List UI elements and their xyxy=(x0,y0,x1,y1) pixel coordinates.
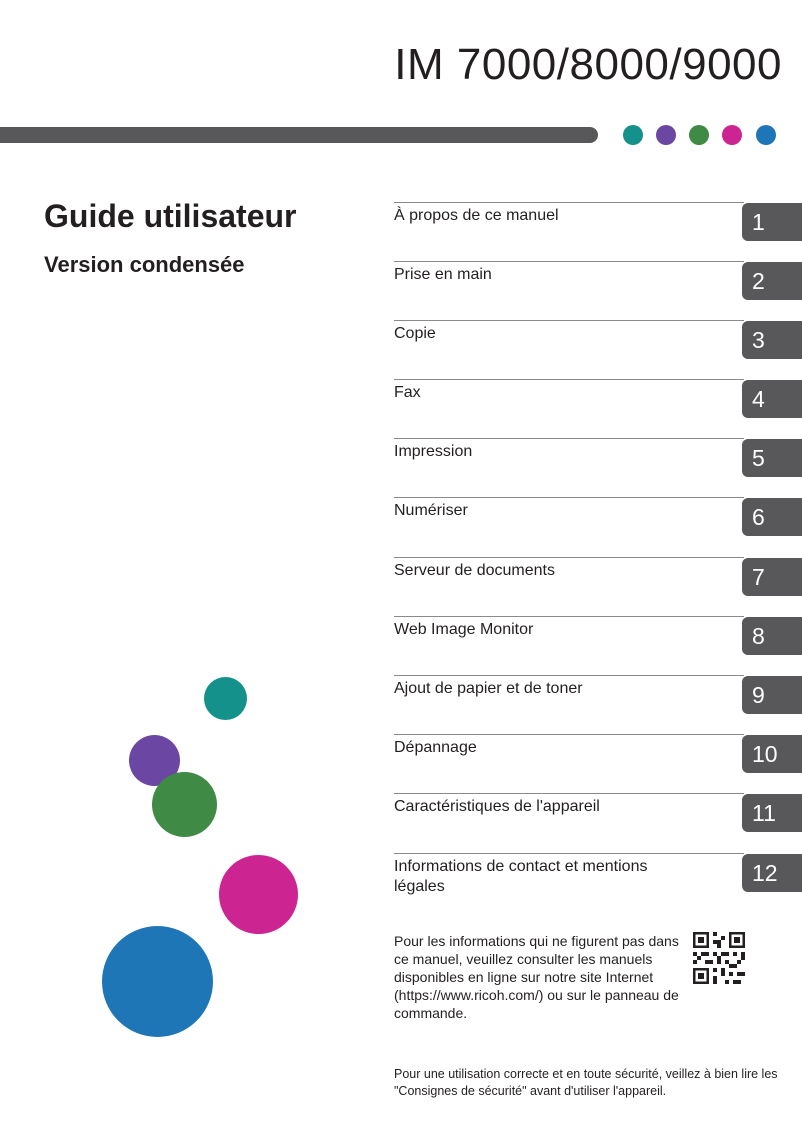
safety-notice: Pour une utilisation correcte et en toute sécurité, veillez à bien lire les "Consignes de sécurité" avant d'utiliser l'appareil. xyxy=(394,1067,778,1098)
chapter-tab: 8 xyxy=(742,617,802,655)
toc-divider xyxy=(394,616,744,617)
document-subtitle: Version condensée xyxy=(44,252,245,277)
toc-label: Dépannage xyxy=(394,739,477,756)
toc-divider xyxy=(394,734,744,735)
toc-divider xyxy=(394,793,744,794)
toc-label: Caractéristiques de l'appareil xyxy=(394,798,600,815)
chapter-tab: 4 xyxy=(742,380,802,418)
magenta-dot xyxy=(722,125,742,145)
toc-divider xyxy=(394,497,744,498)
blue-dot xyxy=(756,125,776,145)
toc-label: Prise en main xyxy=(394,266,492,283)
toc-divider xyxy=(394,675,744,676)
model-title: IM 7000/8000/9000 xyxy=(394,40,782,89)
chapter-tab: 10 xyxy=(742,735,802,773)
toc-label: Numériser xyxy=(394,502,468,519)
toc-divider xyxy=(394,202,744,203)
toc-entry-12[interactable] xyxy=(394,853,802,913)
chapter-tab: 5 xyxy=(742,439,802,477)
toc-divider xyxy=(394,557,744,558)
chapter-tab: 9 xyxy=(742,676,802,714)
toc-label: Fax xyxy=(394,384,421,401)
purple-dot xyxy=(656,125,676,145)
green-circle xyxy=(152,772,217,837)
chapter-tab: 2 xyxy=(742,262,802,300)
toc-entry-11[interactable] xyxy=(394,793,802,853)
toc-divider xyxy=(394,438,744,439)
toc-label: Copie xyxy=(394,325,436,342)
toc-entry-7[interactable] xyxy=(394,557,802,617)
teal-circle xyxy=(204,677,247,720)
document-title: Guide utilisateur xyxy=(44,198,297,234)
toc-divider xyxy=(394,320,744,321)
chapter-tab: 11 xyxy=(742,794,802,832)
toc-entry-2[interactable] xyxy=(394,261,802,321)
toc-entry-4[interactable] xyxy=(394,379,802,439)
blue-circle xyxy=(102,926,213,1037)
toc-entry-5[interactable] xyxy=(394,438,802,498)
toc-entry-8[interactable] xyxy=(394,616,802,676)
green-dot xyxy=(689,125,709,145)
toc-entry-6[interactable] xyxy=(394,497,802,557)
online-manuals-note: Pour les informations qui ne figurent pas dans ce manuel, veuillez consulter les manuels disponibles en ligne sur notre site Internet (https://www.ricoh.com/) ou sur le panneau de commande. xyxy=(394,933,679,1021)
toc-entry-1[interactable] xyxy=(394,202,802,262)
chapter-tab: 3 xyxy=(742,321,802,359)
magenta-circle xyxy=(219,855,298,934)
header-bar xyxy=(0,127,598,143)
chapter-tab: 6 xyxy=(742,498,802,536)
toc-divider xyxy=(394,261,744,262)
toc-label: Web Image Monitor xyxy=(394,621,534,638)
qr-code-icon[interactable] xyxy=(693,932,745,984)
toc-label: À propos de ce manuel xyxy=(394,207,559,224)
chapter-tab: 12 xyxy=(742,854,802,892)
toc-entry-9[interactable] xyxy=(394,675,802,735)
chapter-tab: 1 xyxy=(742,203,802,241)
toc-label: Ajout de papier et de toner xyxy=(394,680,583,697)
toc-label: Impression xyxy=(394,443,473,460)
chapter-tab: 7 xyxy=(742,558,802,596)
teal-dot xyxy=(623,125,643,145)
toc-label: Serveur de documents xyxy=(394,562,555,579)
toc-divider xyxy=(394,853,744,854)
toc-entry-3[interactable] xyxy=(394,320,802,380)
toc-entry-10[interactable] xyxy=(394,734,802,794)
toc-divider xyxy=(394,379,744,380)
toc-label: Informations de contact et mentions légales xyxy=(394,858,648,895)
